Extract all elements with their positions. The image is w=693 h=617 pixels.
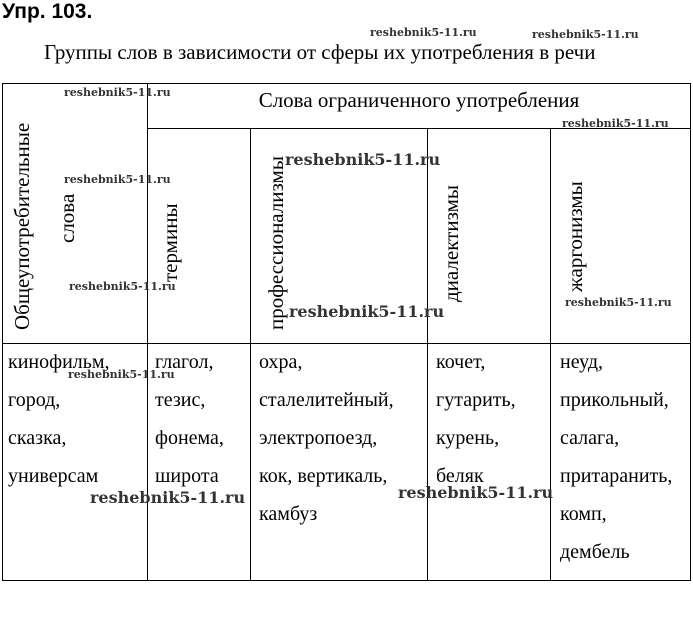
list-item: дембель — [560, 541, 630, 563]
list-item: широта — [155, 465, 219, 487]
list-item: беляк — [436, 465, 484, 487]
list-item: тезис, — [155, 389, 206, 411]
table-border-left — [2, 83, 3, 581]
page-title: Группы слов в зависимости от сферы их употребления в речи — [44, 40, 596, 64]
list-item: универсам — [8, 465, 99, 487]
list-item: камбуз — [259, 503, 318, 525]
list-item: салага, — [560, 427, 620, 449]
watermark: reshebnik5-11.ru — [69, 280, 176, 293]
jargon-words-cell — [560, 343, 672, 571]
list-item: кок, вертикаль, — [259, 465, 388, 487]
exercise-number: Упр. 103. — [2, 0, 93, 23]
list-item: комп, — [560, 503, 607, 525]
watermark: reshebnik5-11.ru — [64, 173, 171, 186]
common-header-line2: слова — [55, 193, 79, 243]
column-divider — [550, 128, 551, 581]
common-header-line1: Общеупотребительные — [10, 122, 34, 330]
watermark: reshebnik5-11.ru — [370, 26, 477, 39]
column-header-jargon: жаргонизмы — [563, 181, 587, 292]
list-item: кочет, — [436, 351, 486, 373]
list-item: курень, — [436, 427, 500, 449]
watermark: reshebnik5-11.ru — [285, 150, 441, 169]
table-border-right — [690, 83, 691, 581]
list-item: неуд, — [560, 351, 603, 373]
professional-words-cell — [259, 343, 394, 533]
column-divider — [427, 128, 428, 581]
list-item: фонема, — [155, 427, 224, 449]
watermark: reshebnik5-11.ru — [398, 483, 554, 502]
watermark: reshebnik5-11.ru — [565, 296, 672, 309]
watermark: reshebnik5-11.ru — [68, 368, 175, 381]
list-item: сказка, — [8, 427, 67, 449]
terms-cell — [155, 343, 224, 495]
group-header: Слова ограниченного употребления — [258, 88, 580, 112]
watermark: reshebnik5-11.ru — [64, 86, 171, 99]
list-item: гутарить, — [436, 389, 516, 411]
common-words-cell — [8, 343, 110, 495]
column-divider — [250, 128, 251, 581]
list-item: прикольный, — [560, 389, 669, 411]
column-header-dialect: диалектизмы — [439, 185, 463, 302]
watermark: reshebnik5-11.ru — [90, 488, 246, 507]
watermark: reshebnik5-11.ru — [289, 302, 445, 321]
list-item: притаранить, — [560, 465, 673, 487]
dialect-words-cell — [436, 343, 516, 495]
column-header-professional: профессионализмы — [264, 156, 288, 330]
list-item: электропоезд, — [259, 427, 378, 449]
column-header-terms: термины — [158, 203, 182, 282]
list-item: кинофильм, — [8, 351, 110, 373]
table-border-bottom — [2, 580, 691, 581]
watermark: reshebnik5-11.ru — [562, 117, 669, 130]
list-item: город, — [8, 389, 61, 411]
list-item: охра, — [259, 351, 303, 373]
watermark: reshebnik5-11.ru — [532, 28, 639, 41]
list-item: глагол, — [155, 351, 214, 373]
table-border-top — [2, 83, 691, 84]
list-item: сталелитейный, — [259, 389, 394, 411]
